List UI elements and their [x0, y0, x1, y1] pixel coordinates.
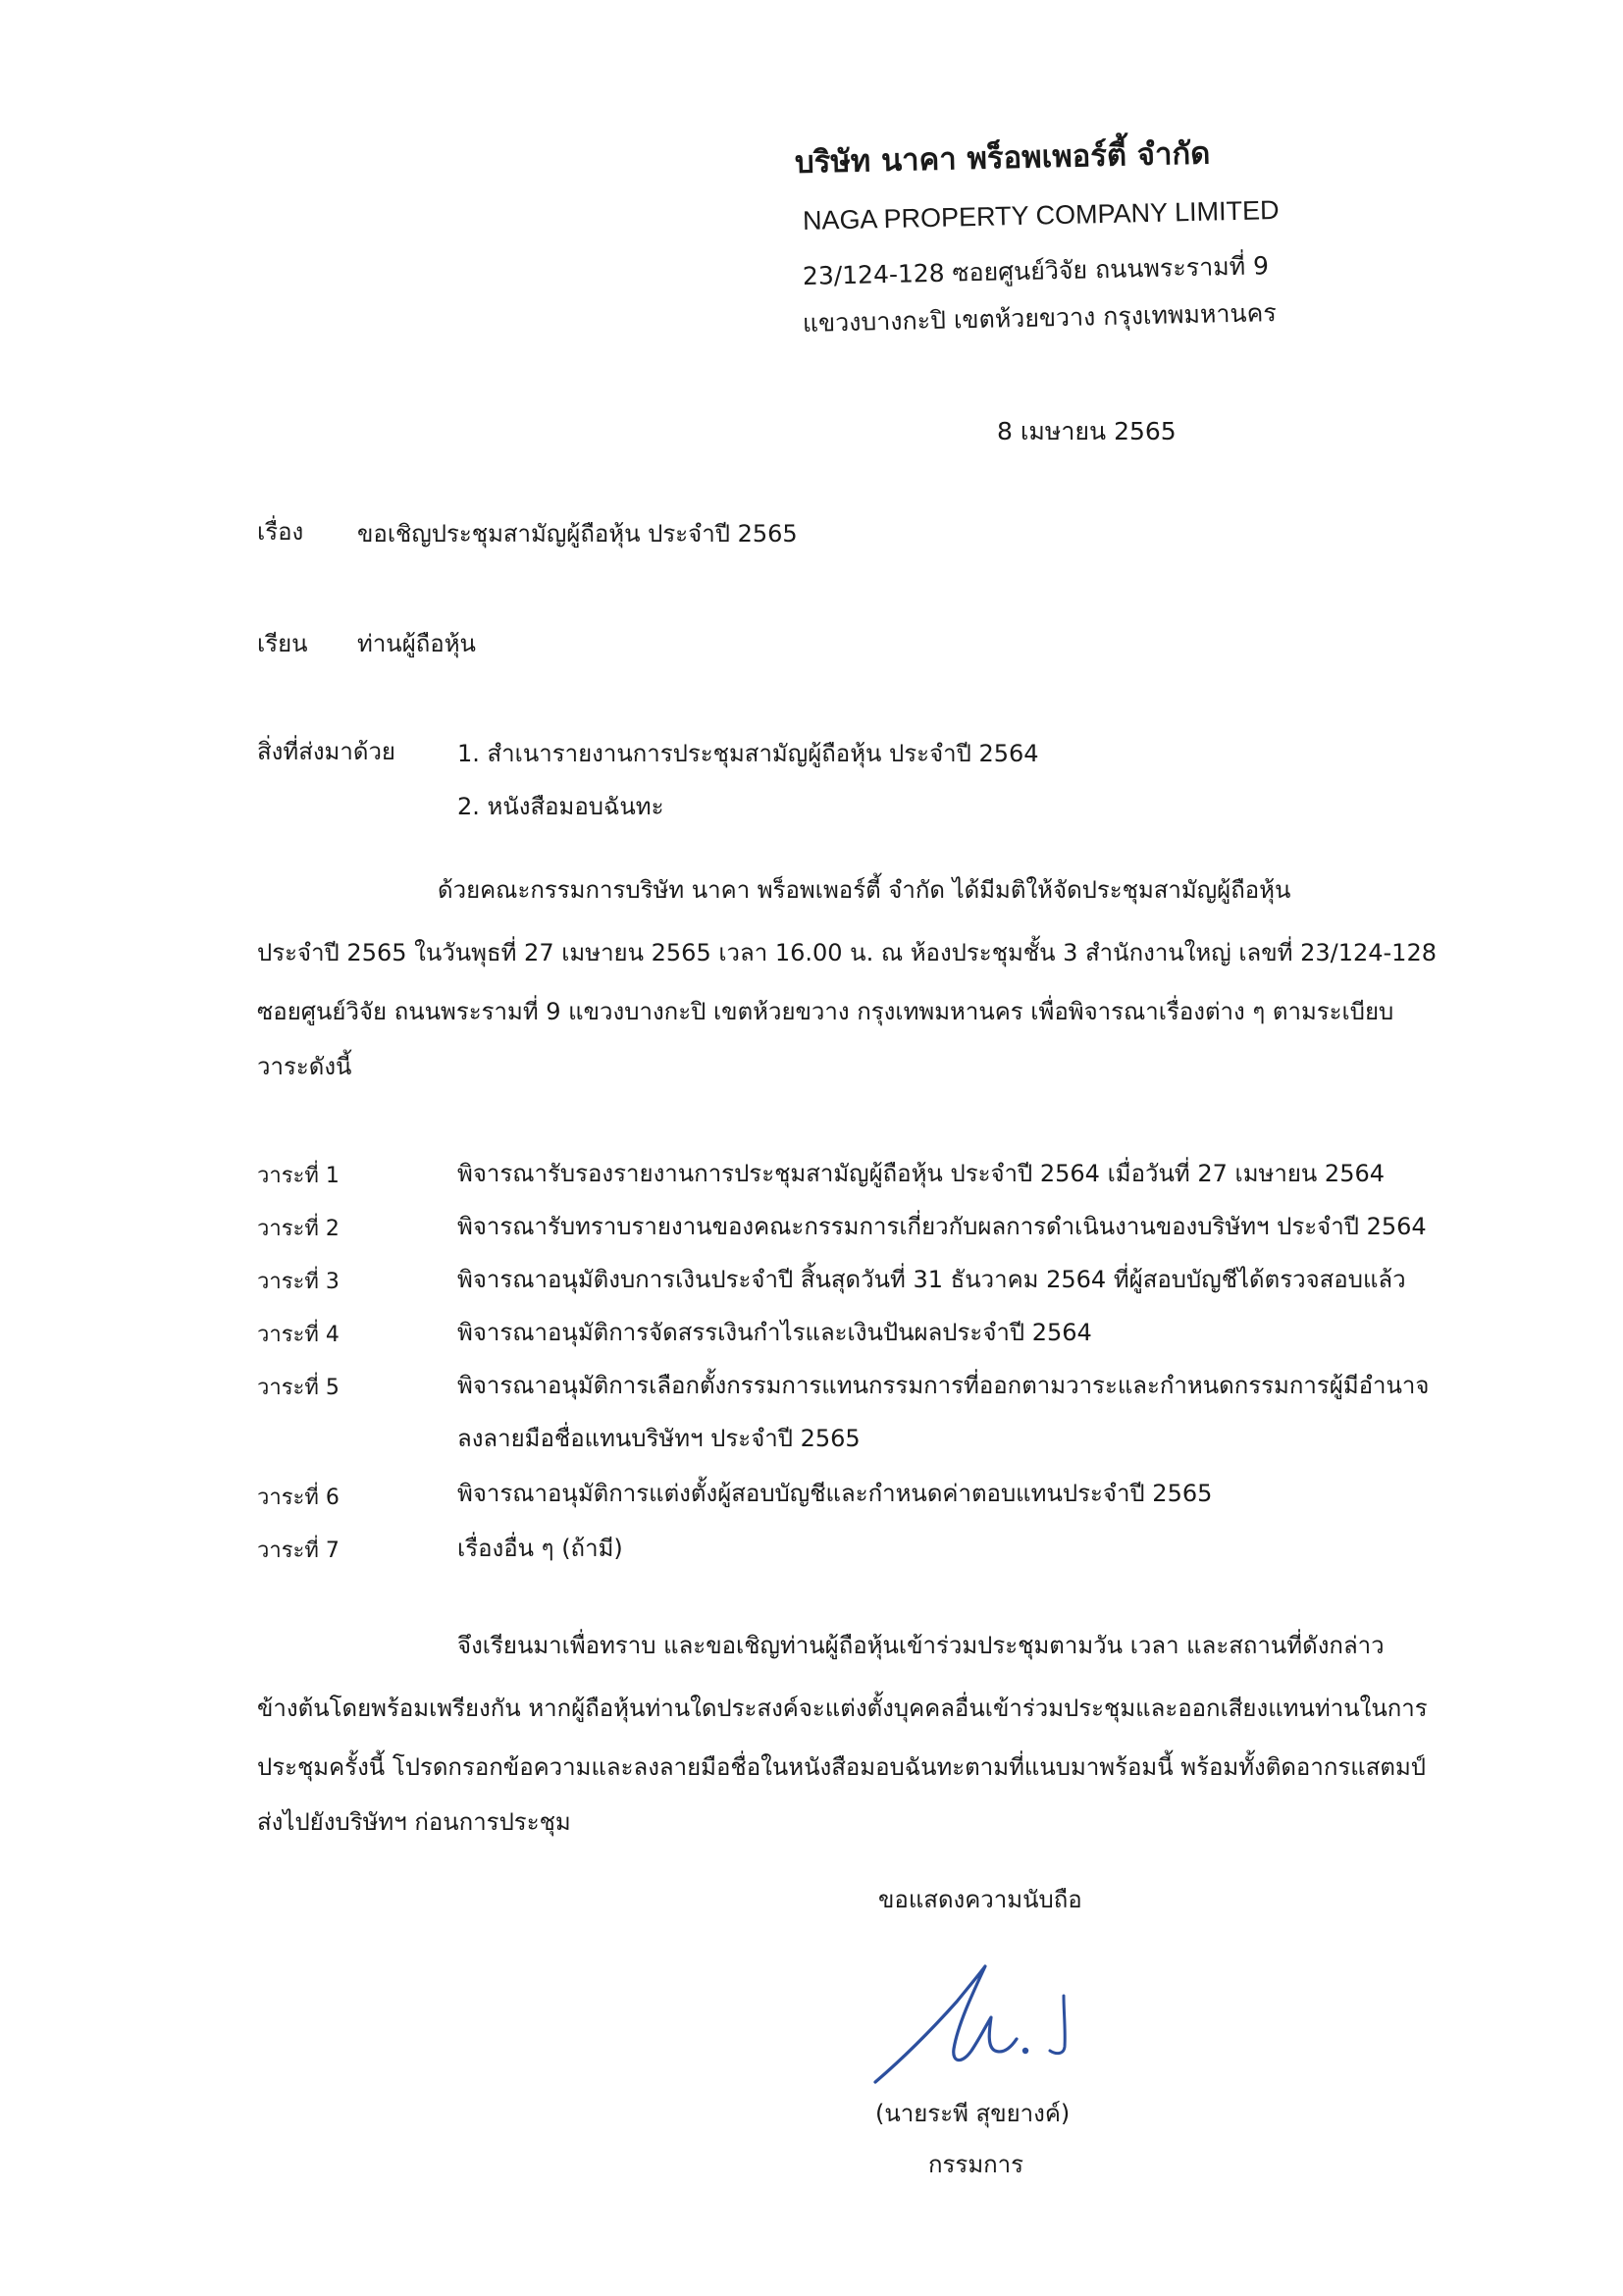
closing-line: ประชุมครั้งนี้ โปรดกรอกข้อความและลงลายมือชื่อในหนังสือมอบฉันทะตามที่แนบมาพร้อมนี้ พร้อมทั้งติดอากรแสตมป์ [257, 1753, 1426, 1781]
signatory-name: (นายระพี สุขยางค์) [875, 2100, 1071, 2127]
agenda-text: พิจารณาอนุมัติงบการเงินประจำปี สิ้นสุดวันที่ 31 ธันวาคม 2564 ที่ผู้สอบบัญชีได้ตรวจสอบแล้ว [457, 1266, 1406, 1293]
intro-line: ด้วยคณะกรรมการบริษัท นาคา พร็อพเพอร์ตี้ จำกัด ได้มีมติให้จัดประชุมสามัญผู้ถือหุ้น [438, 876, 1291, 904]
agenda-number: วาระที่ 4 [257, 1323, 340, 1347]
agenda-number: วาระที่ 5 [257, 1376, 340, 1400]
letter-date: 8 เมษายน 2565 [997, 417, 1177, 445]
agenda-number: วาระที่ 6 [257, 1486, 340, 1510]
handwritten-signature [864, 1953, 1079, 2090]
agenda-number: วาระที่ 1 [257, 1164, 340, 1188]
agenda-text: พิจารณารับรองรายงานการประชุมสามัญผู้ถือหุ้น ประจำปี 2564 เมื่อวันที่ 27 เมษายน 2564 [457, 1160, 1386, 1187]
closing-line: ข้างต้นโดยพร้อมเพรียงกัน หากผู้ถือหุ้นท่านใดประสงค์จะแต่งตั้งบุคคลอื่นเข้าร่วมประชุมและออกเสียงแทนท่านในการ [257, 1695, 1428, 1722]
enclosure-item: 2. หนังสือมอบฉันทะ [457, 793, 664, 820]
intro-line: ประจำปี 2565 ในวันพุธที่ 27 เมษายน 2565 เวลา 16.00 น. ณ ห้องประชุมชั้น 3 สำนักงานใหญ่ เลขที่ 23/124-128 [257, 939, 1437, 966]
agenda-text: เรื่องอื่น ๆ (ถ้ามี) [457, 1535, 623, 1562]
subject-text: ขอเชิญประชุมสามัญผู้ถือหุ้น ประจำปี 2565 [357, 520, 798, 548]
agenda-number: วาระที่ 2 [257, 1217, 340, 1241]
recipient-text: ท่านผู้ถือหุ้น [357, 630, 476, 657]
subject-label: เรื่อง [257, 518, 304, 546]
recipient-label: เรียน [257, 630, 308, 657]
address-line-1: 23/124-128 ซอยศูนย์วิจัย ถนนพระรามที่ 9 [802, 251, 1270, 290]
agenda-text: พิจารณาอนุมัติการแต่งตั้งผู้สอบบัญชีและกำหนดค่าตอบแทนประจำปี 2565 [457, 1480, 1213, 1507]
intro-line: ซอยศูนย์วิจัย ถนนพระรามที่ 9 แขวงบางกะปิ เขตห้วยขวาง กรุงเทพมหานคร เพื่อพิจารณาเรื่องต่าง ๆ ตามระเบียบ [257, 998, 1394, 1025]
agenda-number: วาระที่ 7 [257, 1539, 340, 1563]
enclosures-label: สิ่งที่ส่งมาด้วย [257, 738, 395, 765]
closing-line: ส่งไปยังบริษัทฯ ก่อนการประชุม [257, 1808, 571, 1836]
agenda-text: พิจารณารับทราบรายงานของคณะกรรมการเกี่ยวกับผลการดำเนินงานของบริษัทฯ ประจำปี 2564 [457, 1213, 1427, 1240]
agenda-text-continued: ลงลายมือชื่อแทนบริษัทฯ ประจำปี 2565 [457, 1425, 861, 1452]
agenda-text: พิจารณาอนุมัติการเลือกตั้งกรรมการแทนกรรมการที่ออกตามวาระและกำหนดกรรมการผู้มีอำนาจ [457, 1372, 1430, 1399]
closing-salutation: ขอแสดงความนับถือ [878, 1886, 1082, 1913]
enclosure-item: 1. สำเนารายงานการประชุมสามัญผู้ถือหุ้น ประจำปี 2564 [457, 740, 1039, 767]
closing-line: จึงเรียนมาเพื่อทราบ และขอเชิญท่านผู้ถือหุ้นเข้าร่วมประชุมตามวัน เวลา และสถานที่ดังกล่าว [457, 1632, 1385, 1659]
company-name-english: NAGA PROPERTY COMPANY LIMITED [802, 194, 1280, 235]
agenda-number: วาระที่ 3 [257, 1270, 340, 1294]
intro-line: วาระดังนี้ [257, 1053, 352, 1080]
signatory-position: กรรมการ [928, 2151, 1024, 2178]
address-line-2: แขวงบางกะปิ เขตห้วยขวาง กรุงเทพมหานคร [802, 298, 1278, 338]
agenda-text: พิจารณาอนุมัติการจัดสรรเงินกำไรและเงินปันผลประจำปี 2564 [457, 1319, 1092, 1346]
company-name-thai: บริษัท นาคา พร็อพเพอร์ตี้ จำกัด [794, 135, 1211, 181]
